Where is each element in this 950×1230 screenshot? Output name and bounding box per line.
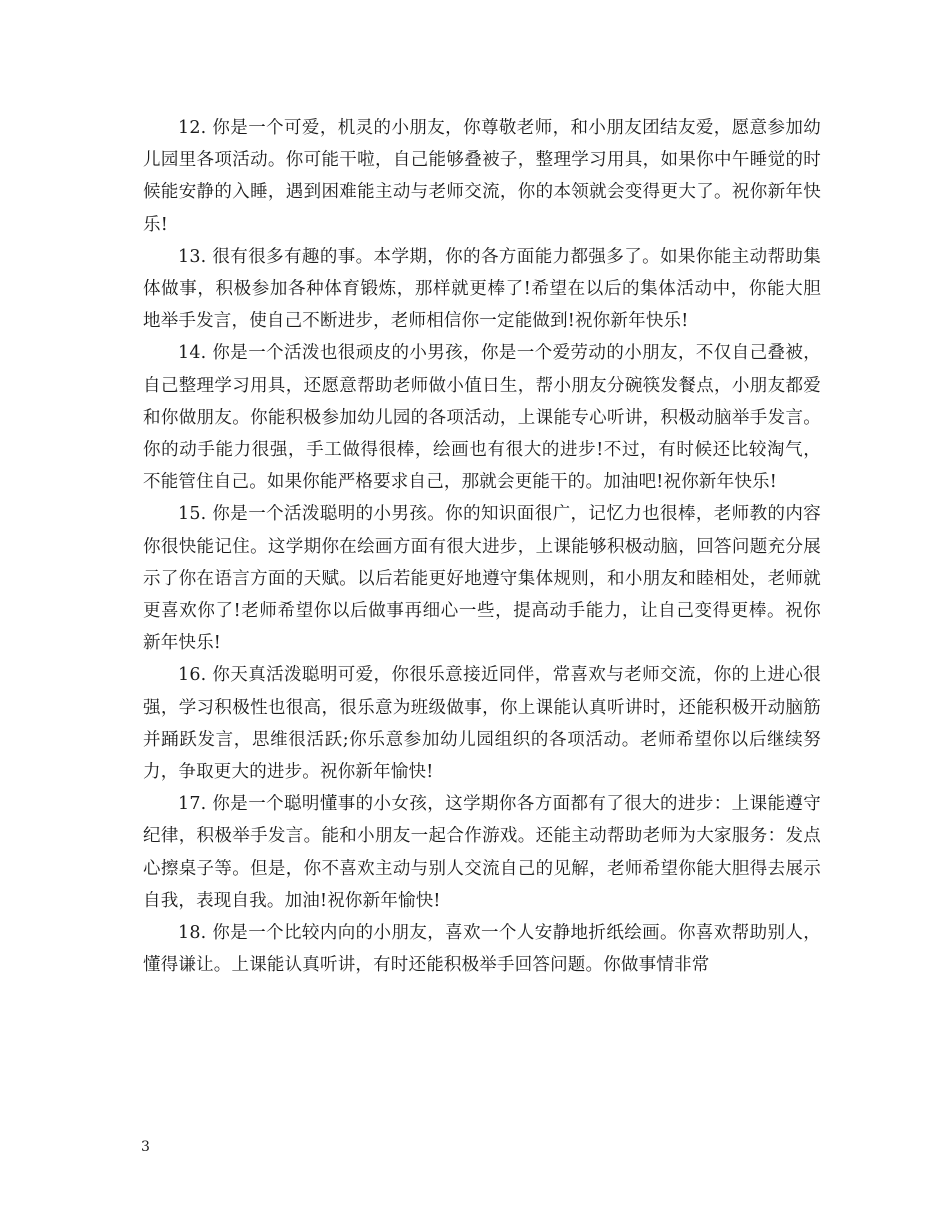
paragraph-16: 16. 你天真活泼聪明可爱，你很乐意接近同伴，常喜欢与老师交流，你的上进心很强，学习积极性也很高，很乐意为班级做事，你上课能认真听讲时，还能积极开动脑筋并踊跃发言，思维很活跃;你乐意参加幼儿园组织的各项活动。老师希望你以后继续努力，争取更大的进步。祝你新年愉快! xyxy=(143,665,821,783)
paragraph-18: 18. 你是一个比较内向的小朋友，喜欢一个人安静地折纸绘画。你喜欢帮助别人，懂得谦让。上课能认真听讲，有时还能积极举手回答问题。你做事情非常 xyxy=(143,923,821,976)
page-number: 3 xyxy=(141,1139,150,1155)
paragraph-14: 14. 你是一个活泼也很顽皮的小男孩，你是一个爱劳动的小朋友，不仅自己叠被，自己整理学习用具，还愿意帮助老师做小值日生，帮小朋友分碗筷发餐点，小朋友都爱和你做朋友。你能积极参加幼儿园的各项活动，上课能专心听讲，积极动脑举手发言。你的动手能力很强，手工做得很棒，绘画也有很大的进步!不过，有时候还比较淘气，不能管住自己。如果你能严格要求自己，那就会更能干的。加油吧!祝你新年快乐! xyxy=(143,343,821,493)
paragraph-15: 15. 你是一个活泼聪明的小男孩。你的知识面很广，记忆力也很棒，老师教的内容你很快能记住。这学期你在绘画方面有很大进步，上课能够积极动脑，回答问题充分展示了你在语言方面的天赋。以后若能更好地遵守集体规则，和小朋友和睦相处，老师就更喜欢你了!老师希望你以后做事再细心一些，提高动手能力，让自己变得更棒。祝你新年快乐! xyxy=(143,504,821,654)
paragraph-13: 13. 很有很多有趣的事。本学期，你的各方面能力都强多了。如果你能主动帮助集体做事，积极参加各种体育锻炼，那样就更棒了!希望在以后的集体活动中，你能大胆地举手发言，使自己不断进步，老师相信你一定能做到!祝你新年快乐! xyxy=(143,246,821,332)
paragraph-17: 17. 你是一个聪明懂事的小女孩，这学期你各方面都有了很大的进步：上课能遵守纪律，积极举手发言。能和小朋友一起合作游戏。还能主动帮助老师为大家服务：发点心擦桌子等。但是，你不喜欢主动与别人交流自己的见解，老师希望你能大胆得去展示自我，表现自我。加油!祝你新年愉快! xyxy=(143,794,821,911)
document-body xyxy=(143,112,821,981)
paragraph-12: 12. 你是一个可爱，机灵的小朋友，你尊敬老师，和小朋友团结友爱，愿意参加幼儿园里各项活动。你可能干啦，自己能够叠被子，整理学习用具，如果你中午睡觉的时候能安静的入睡，遇到困难能主动与老师交流，你的本领就会变得更大了。祝你新年快乐! xyxy=(143,118,821,235)
